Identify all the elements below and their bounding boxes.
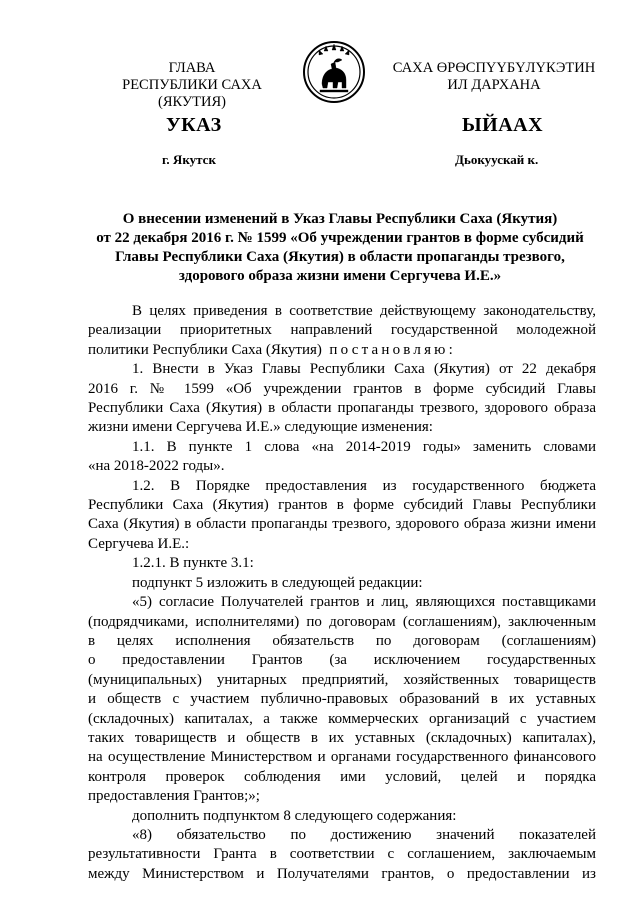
header-left-line2: РЕСПУБЛИКИ САХА (ЯКУТИЯ)	[122, 77, 262, 110]
body-line: (муниципальных) унитарных предприятий, хозяйственных товариществ	[88, 671, 596, 688]
body-line: результативности Гранта в соответствии с соглашением, заключаемым	[88, 846, 596, 863]
document-title	[88, 210, 592, 286]
body-line: Республики Саха (Якутия) в области пропаганды трезвого, здорового образа	[88, 400, 596, 417]
title-line: Главы Республики Саха (Якутия) в области пропаганды трезвого,	[115, 249, 565, 265]
decree-heading-ru: УКАЗ	[166, 114, 222, 136]
body-line: таких товариществ и обществ в их уставных (складочных) капиталах),	[88, 729, 596, 746]
body-line: Сергучева И.Е.:	[88, 535, 190, 552]
body-line: контроля проверок соблюдения ими условий, целей и порядка	[88, 768, 596, 785]
body-line: «8) обязательство по достижению значений показателей	[132, 826, 596, 843]
body-line: предоставления Грантов;»;	[88, 788, 260, 805]
coat-of-arms-emblem	[302, 40, 366, 104]
title-line: от 22 декабря 2016 г. № 1599 «Об учреждении грантов в форме субсидий	[96, 230, 584, 246]
body-line: 1.1. В пункте 1 слова «на 2014-2019 годы» заменить словами	[132, 438, 596, 455]
body-line: 2016 г. № 1599 «Об учреждении грантов в форме субсидий Главы	[88, 380, 596, 397]
body-line: 1. Внести в Указ Главы Республики Саха (Якутия) от 22 декабря	[132, 361, 596, 378]
city-sakha: Дьокуускай к.	[455, 152, 539, 167]
header-left-line1: ГЛАВА	[168, 60, 216, 76]
body-line: о предоставлении Грантов (за исключением государственных	[88, 652, 596, 669]
document-body	[88, 302, 596, 884]
header-left	[88, 60, 296, 111]
body-line: (складочных) капиталах, а также коммерческих организаций с участием	[88, 710, 596, 727]
body-line: 1.2. В Порядке предоставления из государственного бюджета	[132, 477, 596, 494]
body-line: 1.2.1. В пункте 3.1:	[132, 555, 254, 572]
header-right-line1: САХА ӨРӨСПҮҮБҮЛҮКЭТИН	[392, 60, 596, 76]
body-line	[88, 341, 596, 360]
body-line: жизни имени Сергучева И.Е.» следующие изменения:	[88, 419, 433, 436]
body-line: и обществ с участием публично-правовых образований в их уставных	[88, 691, 596, 708]
decree-heading-sakha: ЫЙААХ	[462, 114, 544, 136]
body-line: «на 2018-2022 годы».	[88, 458, 225, 475]
body-line: Саха (Якутия) в области пропаганды трезвого, здорового образа жизни имени	[88, 516, 596, 533]
body-text: политики Республики Саха (Якутия)	[88, 341, 322, 358]
title-line: О внесении изменений в Указ Главы Республики Саха (Якутия)	[122, 211, 558, 227]
title-line: здорового образа жизни имени Сергучева И.Е.»	[178, 268, 502, 284]
body-line: реализации приоритетных направлений государственной молодежной	[88, 322, 596, 339]
body-line: (подрядчиками, исполнителями) по договорам (соглашениям), заключенным	[88, 613, 596, 630]
body-line: подпункт 5 изложить в следующей редакции:	[132, 574, 423, 591]
body-line: в целях исполнения обязательств по договорам (соглашениям)	[88, 632, 596, 649]
body-line: между Министерством и Получателями грантов, о предоставлении из	[88, 865, 596, 882]
body-line: В целях приведения в соответствие действующему законодательству,	[132, 303, 596, 319]
body-line: Республики Саха (Якутия) грантов в форме субсидий Главы Республики	[88, 497, 596, 514]
body-line: дополнить подпунктом 8 следующего содержания:	[132, 807, 457, 824]
body-line: «5) согласие Получателей грантов и лиц, являющихся поставщиками	[132, 594, 596, 611]
body-line: на осуществление Министерством и органами государственного финансового	[88, 749, 596, 766]
header-right	[376, 60, 612, 94]
header-right-line2: ИЛ ДАРХАНА	[447, 77, 541, 93]
resolve-word: постановляю:	[329, 341, 456, 358]
city-ru: г. Якутск	[162, 152, 216, 167]
